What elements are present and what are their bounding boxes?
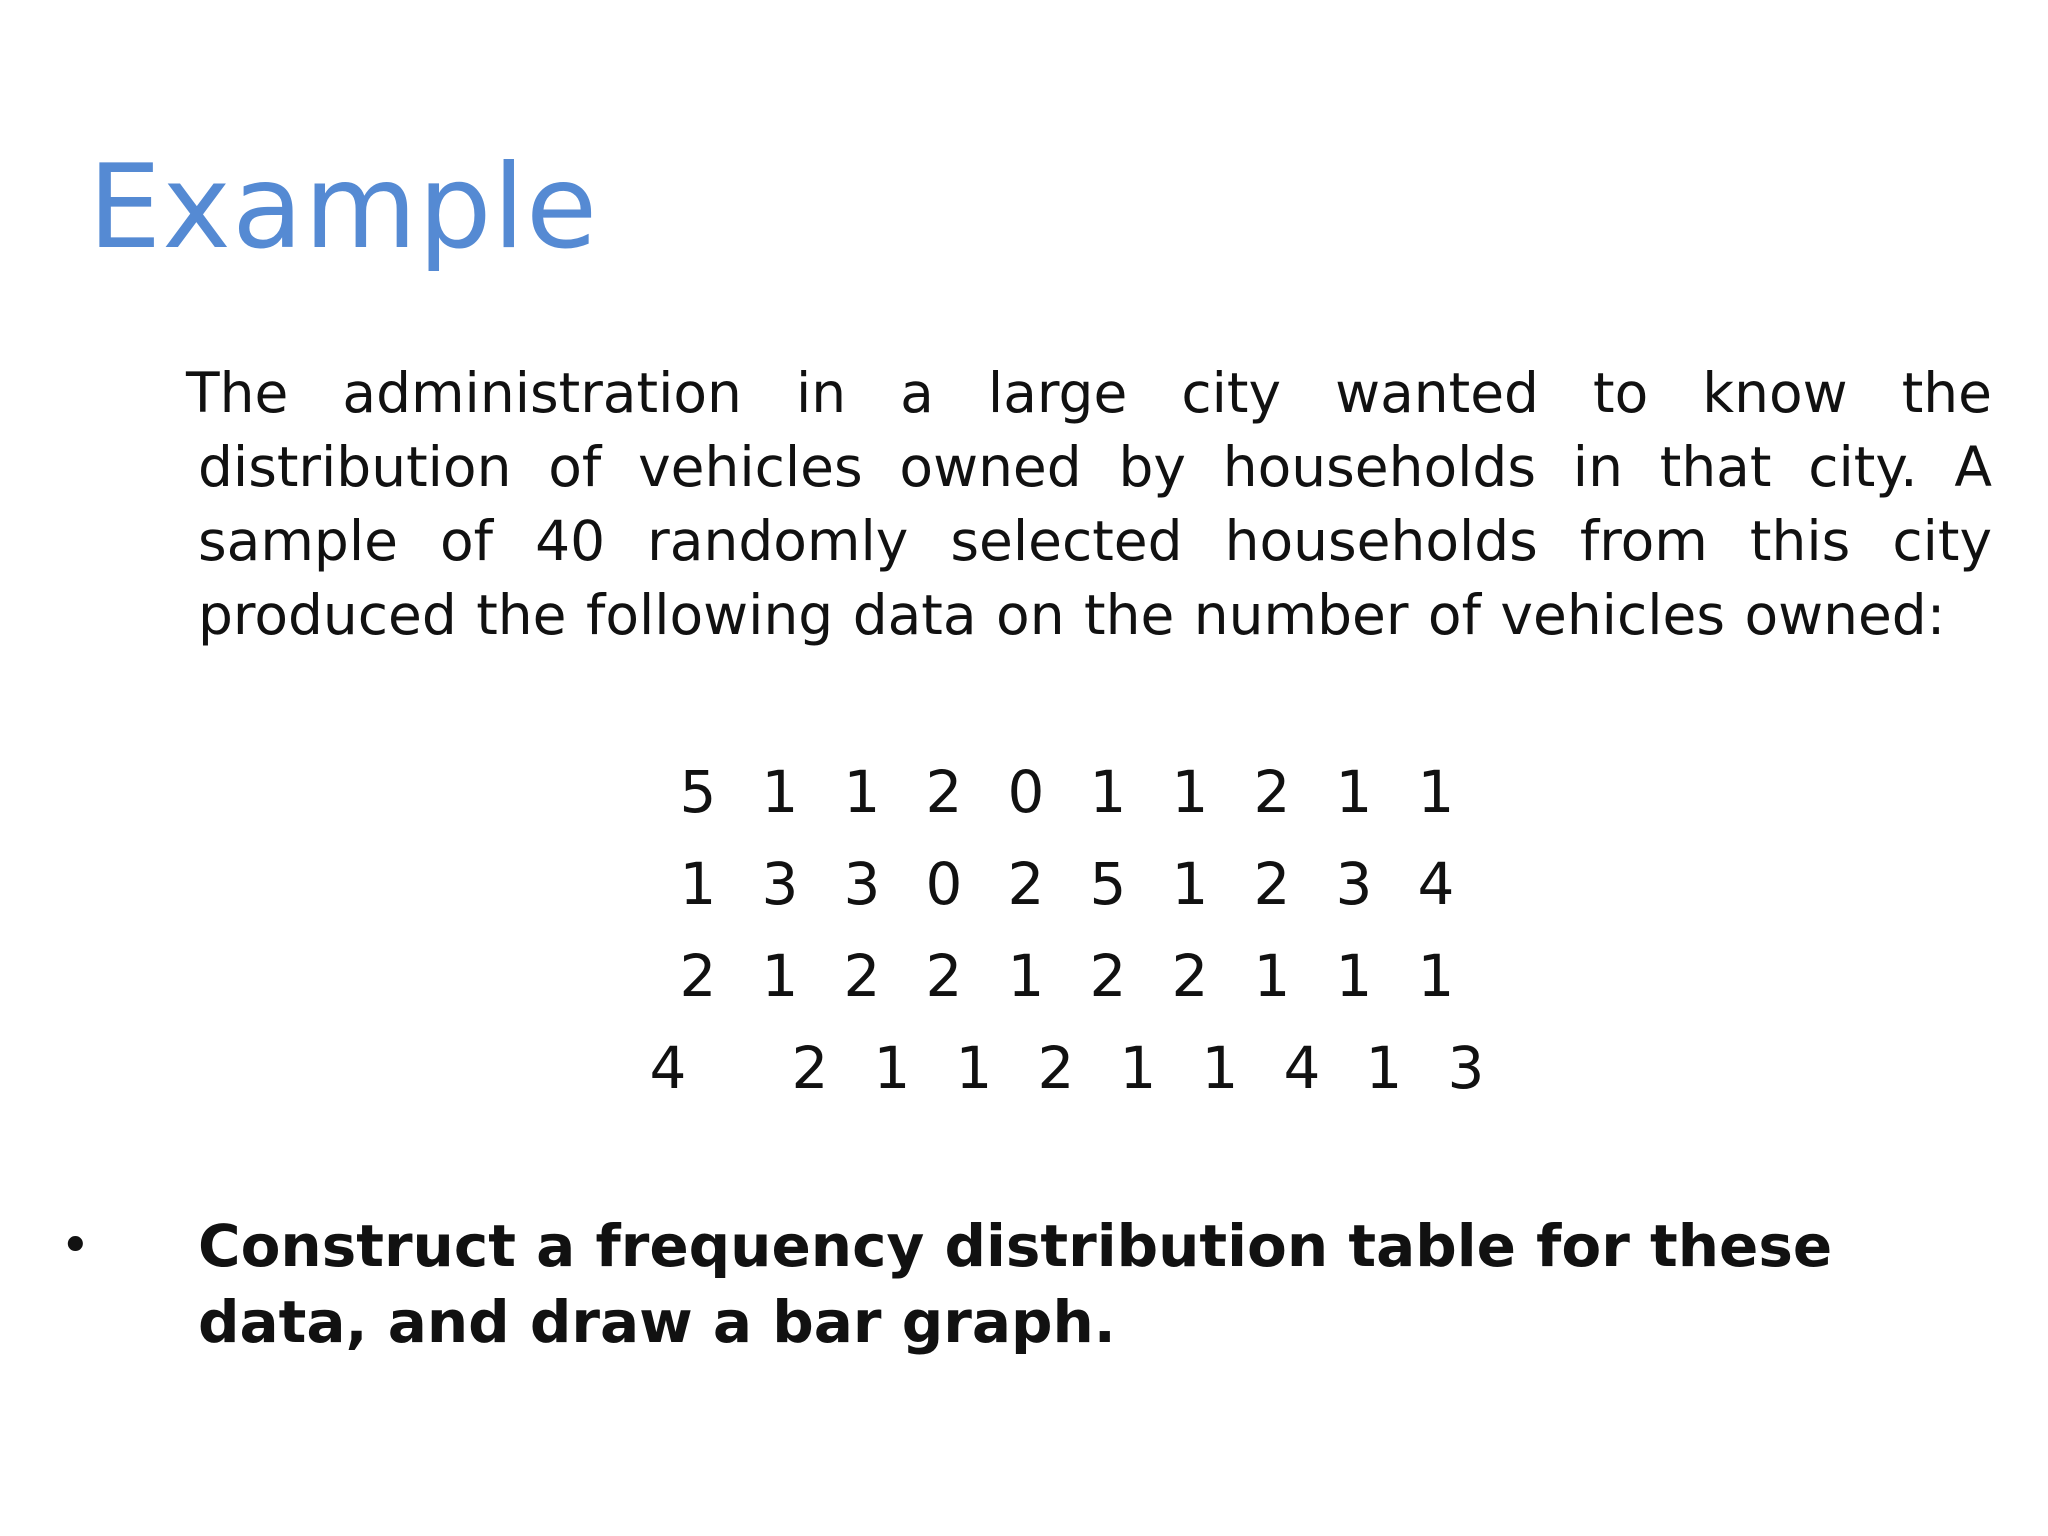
data-value: 2 [1253, 850, 1291, 918]
data-value: 0 [1007, 758, 1045, 826]
data-value: 4 [649, 1034, 687, 1102]
data-value: 1 [1119, 1034, 1157, 1102]
data-value: 1 [1171, 850, 1209, 918]
data-value: 1 [679, 850, 717, 918]
data-value: 1 [1417, 942, 1455, 1010]
data-value: 2 [1089, 942, 1127, 1010]
data-value: 2 [1007, 850, 1045, 918]
data-value: 1 [955, 1034, 993, 1102]
data-value: 3 [1335, 850, 1373, 918]
data-value: 1 [1089, 758, 1127, 826]
data-value: 1 [761, 758, 799, 826]
data-value: 1 [843, 758, 881, 826]
data-value: 1 [761, 942, 799, 1010]
data-value: 4 [1283, 1034, 1321, 1102]
data-value: 2 [843, 942, 881, 1010]
statement-line: sample of 40 randomly selected households from this city [198, 509, 1992, 573]
data-value: 5 [679, 758, 717, 826]
data-value: 5 [1089, 850, 1127, 918]
data-value: 1 [1365, 1034, 1403, 1102]
data-value: 2 [925, 942, 963, 1010]
slide-title: Example [88, 140, 599, 275]
statement-line: distribution of vehicles owned by households in that city. A [198, 435, 1992, 499]
data-value: 0 [925, 850, 963, 918]
question-text: Construct a frequency distribution table for these data, and draw a bar graph. [198, 1212, 1833, 1356]
data-value: 2 [1171, 942, 1209, 1010]
statement-line: produced the following data on the number of vehicles owned: [198, 583, 1946, 647]
data-value: 1 [1335, 758, 1373, 826]
data-value: 2 [1037, 1034, 1075, 1102]
data-value: 2 [791, 1034, 829, 1102]
data-value: 1 [1007, 942, 1045, 1010]
data-value: 4 [1417, 850, 1455, 918]
data-value: 1 [1171, 758, 1209, 826]
statement-line: The administration in a large city wanted to know the [186, 361, 1992, 425]
data-value: 1 [873, 1034, 911, 1102]
data-value: 3 [843, 850, 881, 918]
data-value: 1 [1201, 1034, 1239, 1102]
data-value: 1 [1335, 942, 1373, 1010]
data-value: 1 [1417, 758, 1455, 826]
problem-statement [186, 356, 1992, 652]
bullet-icon: • [60, 1216, 91, 1276]
data-value: 2 [925, 758, 963, 826]
data-value: 3 [1447, 1034, 1485, 1102]
data-value: 1 [1253, 942, 1291, 1010]
data-value: 2 [1253, 758, 1291, 826]
data-value: 2 [679, 942, 717, 1010]
data-value: 3 [761, 850, 799, 918]
